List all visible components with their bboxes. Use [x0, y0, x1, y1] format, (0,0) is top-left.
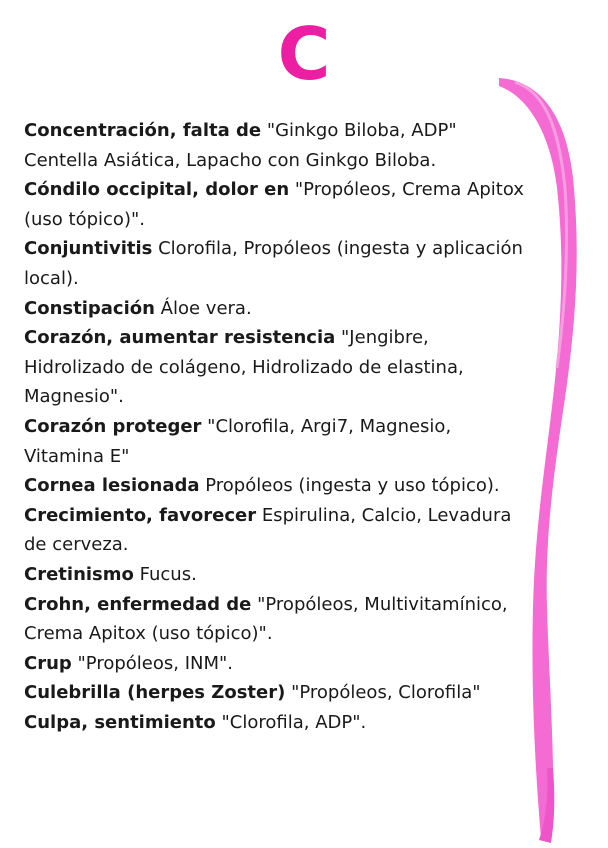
entry-remedy: "Clorofila, Argi7, Magnesio, Vitamina E": [24, 415, 452, 467]
entry-term: Crup: [24, 652, 72, 674]
list-item: [24, 649, 524, 679]
list-item: [24, 323, 524, 412]
list-item: [24, 560, 524, 590]
entry-term: Corazón, aumentar resistencia: [24, 327, 336, 349]
entry-term: Culebrilla (herpes Zoster): [24, 682, 286, 704]
entry-term: Cornea lesionada: [24, 475, 200, 497]
entry-remedy: "Propóleos, Multivitamínico, Crema Apitox (uso tópico)".: [24, 593, 508, 645]
entry-remedy: "Clorofila, ADP".: [221, 711, 367, 733]
entry-term: Corazón proteger: [24, 415, 202, 437]
list-item: [24, 501, 524, 560]
list-item: [24, 590, 524, 649]
entry-remedy: Propóleos (ingesta y uso tópico).: [205, 475, 500, 497]
entry-term: Concentración, falta de: [24, 120, 262, 141]
entry-remedy: Clorofila, Propóleos (ingesta y aplicación local).: [24, 238, 523, 289]
entry-remedy: "Ginkgo Biloba, ADP" Centella Asiática, Lapacho con Ginkgo Biloba.: [24, 120, 457, 171]
entry-remedy: Áloe vera.: [160, 297, 252, 319]
entry-term: Conjuntivitis: [24, 238, 153, 260]
list-item: [24, 412, 524, 471]
list-item: [24, 471, 524, 501]
list-item: [24, 175, 524, 234]
section-letter: C: [277, 12, 331, 96]
entry-term: Constipación: [24, 297, 155, 319]
entry-remedy: Fucus.: [139, 563, 197, 585]
entry-term: Culpa, sentimiento: [24, 711, 216, 733]
list-item: [24, 294, 524, 324]
list-item: [24, 678, 524, 708]
entry-remedy: "Propóleos, Crema Apitox (uso tópico)".: [24, 179, 524, 230]
list-item: [24, 116, 524, 175]
entry-remedy: "Propóleos, INM".: [77, 652, 234, 674]
entry-term: Crohn, enfermedad de: [24, 593, 252, 615]
entry-term: Crecimiento, favorecer: [24, 504, 257, 526]
entry-term: Cóndilo occipital, dolor en: [24, 179, 290, 201]
list-item: [24, 708, 524, 738]
entry-remedy: "Propóleos, Clorofila": [291, 682, 481, 704]
entry-remedy: Espirulina, Calcio, Levadura de cerveza.: [24, 504, 512, 556]
remedy-list: [24, 116, 524, 737]
list-item: [24, 234, 524, 293]
entry-remedy: "Jengibre, Hidrolizado de colágeno, Hidrolizado de elastina, Magnesio".: [24, 327, 464, 408]
entry-term: Cretinismo: [24, 563, 134, 585]
